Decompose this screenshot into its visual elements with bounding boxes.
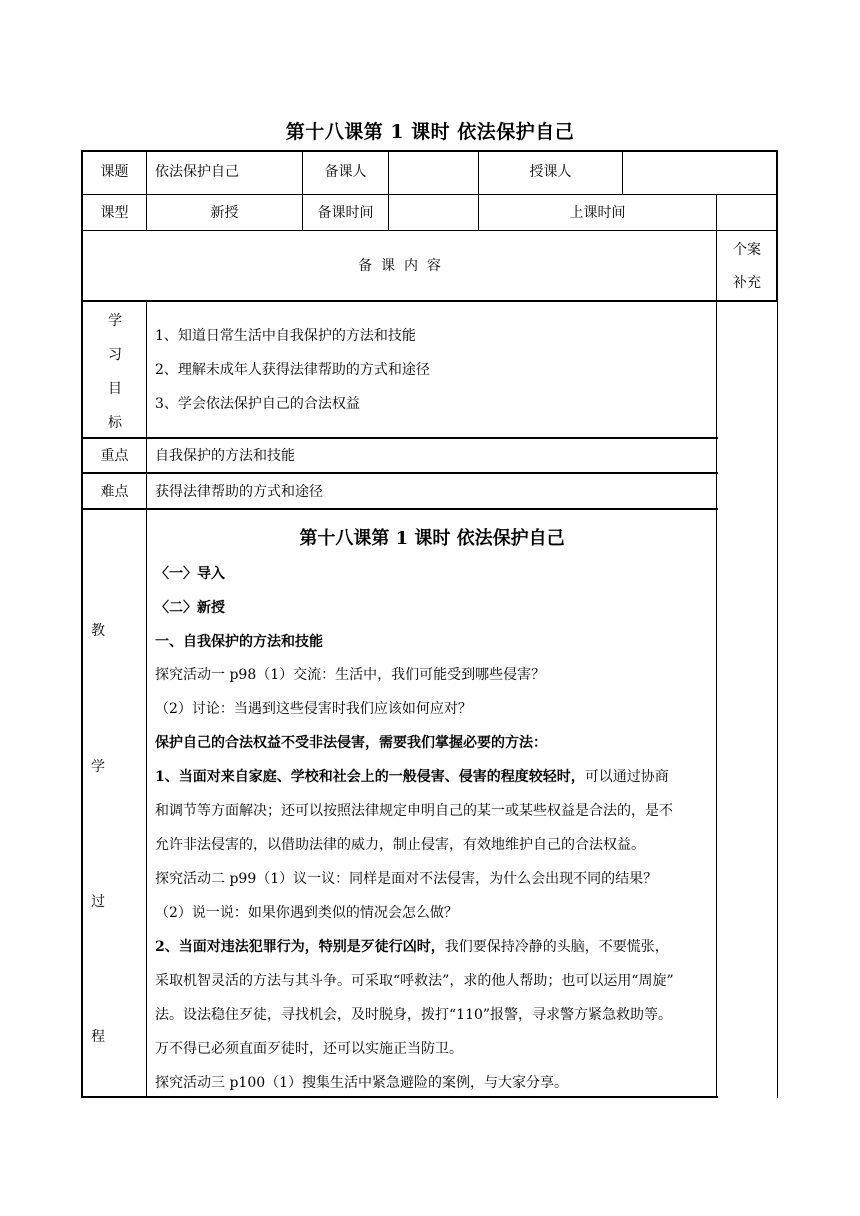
method-1-rest: 可以通过协商 bbox=[584, 769, 669, 785]
supplement-label-1: 个案 bbox=[733, 242, 761, 258]
objective-item: 1、知道日常生活中自我保护的方法和技能 bbox=[155, 328, 416, 344]
key-point-value: 自我保护的方法和技能 bbox=[155, 448, 295, 464]
method-2-bold: 2、当面对违法犯罪行为，特别是歹徒行凶时， bbox=[155, 939, 445, 955]
process-label-char: 程 bbox=[91, 1029, 105, 1045]
activity-line: 探究活动三 p100（1）搜集生活中紧急避险的案例，与大家分享。 bbox=[155, 1075, 569, 1091]
row1-divider-3 bbox=[388, 150, 389, 231]
objectives-label-char: 学 bbox=[108, 313, 122, 329]
prep-time-label: 备课时间 bbox=[317, 205, 374, 221]
type-label: 课型 bbox=[100, 205, 129, 221]
objectives-label-char: 习 bbox=[108, 347, 122, 363]
activity-line: 探究活动一 p98（1）交流：生活中，我们可能受到哪些侵害？ bbox=[155, 667, 546, 683]
objective-item: 3、学会依法保护自己的合法权益 bbox=[155, 396, 360, 412]
keypoint-bottom bbox=[81, 472, 718, 474]
type-value: 新授 bbox=[210, 205, 239, 221]
preparer-label: 备课人 bbox=[324, 164, 367, 180]
paragraph-line: 和调节等方面解决；还可以按照法律规定申明自己的某一或某些权益是合法的，是不 bbox=[155, 803, 673, 819]
method-heading: 保护自己的合法权益不受非法侵害，需要我们掌握必要的方法： bbox=[155, 735, 547, 751]
objectives-label-char: 目 bbox=[108, 381, 122, 397]
difficult-point-label: 难点 bbox=[100, 484, 129, 500]
class-time-label: 上课时间 bbox=[569, 205, 626, 221]
method-1-bold: 1、当面对来自家庭、学校和社会上的一般侵害、侵害的程度较轻时， bbox=[155, 769, 585, 785]
paragraph-line: 采取机智灵活的方法与其斗争。可采取“呼救法”，求的他人帮助；也可以运用“周旋” bbox=[155, 973, 674, 989]
row1-divider-5 bbox=[622, 150, 623, 195]
section-heading: 一、自我保护的方法和技能 bbox=[155, 634, 323, 650]
method-2-rest: 我们要保持冷静的头脑，不要慌张， bbox=[444, 939, 669, 955]
activity-line: （2）讨论：当遇到这些侵害时我们应该如何应对？ bbox=[155, 701, 472, 717]
method-2-line bbox=[155, 937, 712, 957]
section-title: 第十八课第 1 课时 依法保护自己 bbox=[299, 528, 565, 549]
paragraph-line: 万不得已必须直面歹徒时，还可以实施正当防卫。 bbox=[155, 1041, 463, 1057]
process-label-char: 学 bbox=[91, 759, 105, 775]
row3-bottom bbox=[81, 300, 778, 302]
table-border-top bbox=[81, 150, 778, 152]
content-header: 备 课 内 容 bbox=[358, 258, 441, 274]
new-lesson-heading: 〈二〉新授 bbox=[155, 600, 225, 616]
method-1-line bbox=[155, 767, 712, 787]
page-title: 第十八课第 1 课时 依法保护自己 bbox=[285, 121, 575, 143]
topic-label: 课题 bbox=[100, 164, 129, 180]
row1-bottom bbox=[81, 194, 778, 195]
process-label-char: 教 bbox=[91, 623, 105, 639]
supplement-col-right bbox=[777, 300, 778, 1098]
activity-line: （2）说一说：如果你遇到类似的情况会怎么做？ bbox=[155, 905, 458, 921]
supplement-col-border bbox=[716, 195, 717, 1098]
key-point-label: 重点 bbox=[100, 448, 129, 464]
table-border-bottom bbox=[81, 1096, 718, 1098]
supplement-label-2: 补充 bbox=[733, 275, 761, 291]
difficult-point-value: 获得法律帮助的方式和途径 bbox=[155, 484, 323, 500]
row2-bottom bbox=[81, 230, 778, 231]
paragraph-line: 允许非法侵害的，以借助法律的威力，制止侵害，有效地维护自己的合法权益。 bbox=[155, 837, 645, 853]
topic-value: 依法保护自己 bbox=[155, 164, 239, 180]
teacher-label: 授课人 bbox=[529, 164, 572, 180]
activity-line: 探究活动二 p99（1）议一议：同样是面对不法侵害，为什么会出现不同的结果？ bbox=[155, 871, 658, 887]
objectives-bottom bbox=[81, 437, 718, 439]
paragraph-line: 法。设法稳住歹徒，寻找机会，及时脱身，拨打“110”报警，寻求警方紧急救助等。 bbox=[155, 1007, 673, 1023]
difficult-bottom bbox=[81, 508, 718, 510]
objectives-label-char: 标 bbox=[108, 415, 122, 431]
objective-item: 2、理解未成年人获得法律帮助的方式和途径 bbox=[155, 362, 430, 378]
process-label-char: 过 bbox=[91, 894, 105, 910]
intro-heading: 〈一〉导入 bbox=[155, 566, 225, 582]
